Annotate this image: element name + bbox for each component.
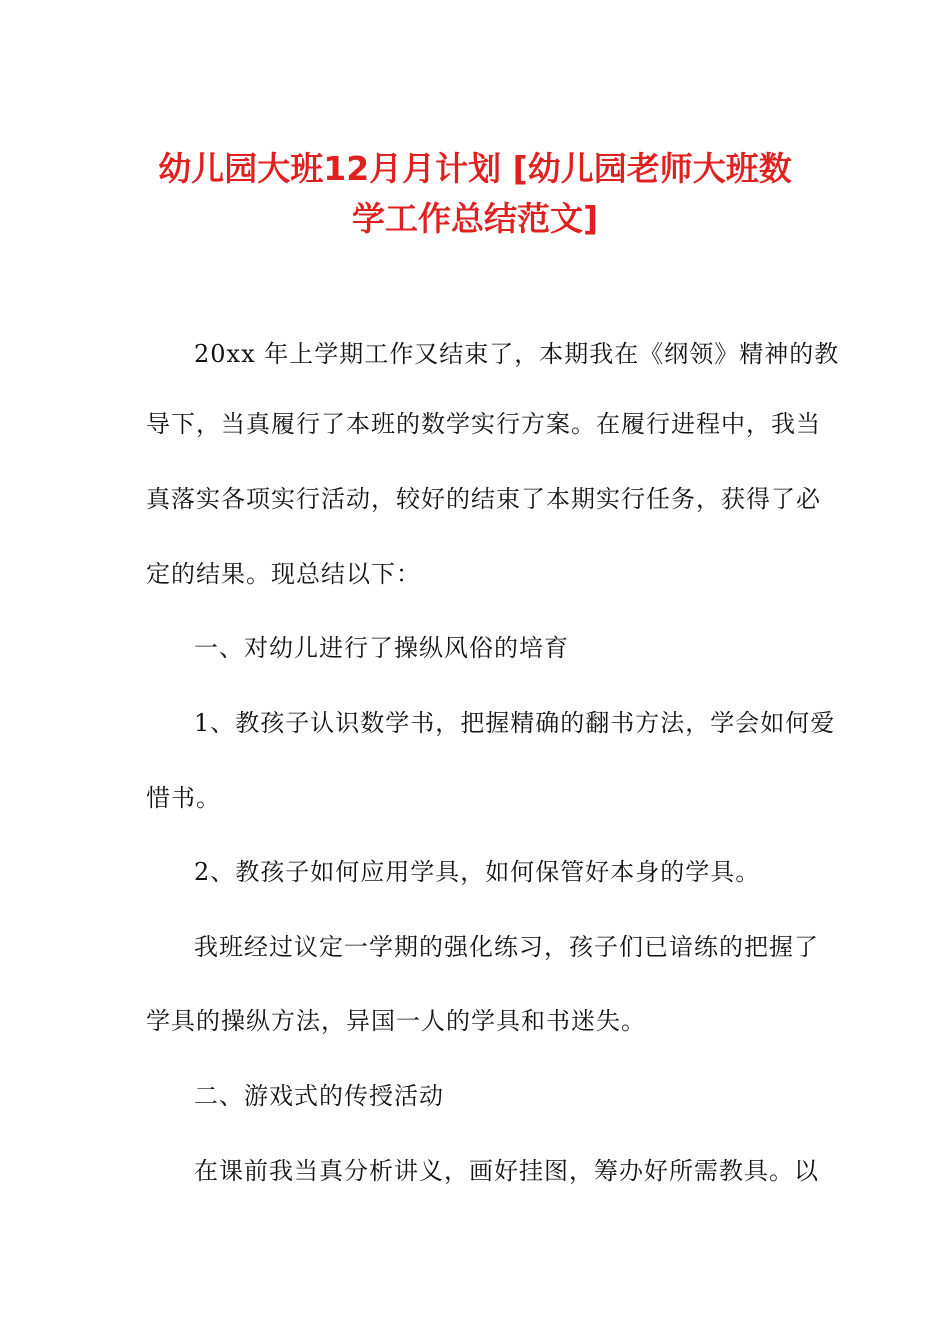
section-heading-2: 二、游戏式的传授活动	[194, 1082, 444, 1110]
document-title-line-1: 幼儿园大班12月月计划 [幼儿园老师大班数	[158, 149, 792, 188]
paragraph-2-line-1: 我班经过议定一学期的强化练习，孩子们已谙练的把握了	[194, 933, 819, 961]
section-heading-1: 一、对幼儿进行了操纵风俗的培育	[194, 634, 569, 662]
paragraph-1-line-1: 20xx 年上学期工作又结束了，本期我在《纲领》精神的教	[194, 340, 840, 368]
item-2-line-1: 2、教孩子如何应用学具，如何保管好本身的学具。	[194, 858, 761, 886]
paragraph-1-line-2: 导下，当真履行了本班的数学实行方案。在履行进程中，我当	[146, 410, 821, 438]
paragraph-1-line-3: 真落实各项实行活动，较好的结束了本期实行任务，获得了必	[146, 485, 821, 513]
document-title-line-2: 学工作总结范文]	[351, 199, 599, 238]
item-1-line-2: 惜书。	[146, 784, 221, 812]
paragraph-2-line-2: 学具的操纵方法，异国一人的学具和书迷失。	[146, 1007, 646, 1035]
paragraph-1-line-4: 定的结果。现总结以下：	[146, 560, 421, 588]
paragraph-3-line-1: 在课前我当真分析讲义，画好挂图，筹办好所需教具。以	[194, 1157, 819, 1185]
item-1-line-1: 1、教孩子认识数学书，把握精确的翻书方法，学会如何爱	[194, 709, 836, 737]
